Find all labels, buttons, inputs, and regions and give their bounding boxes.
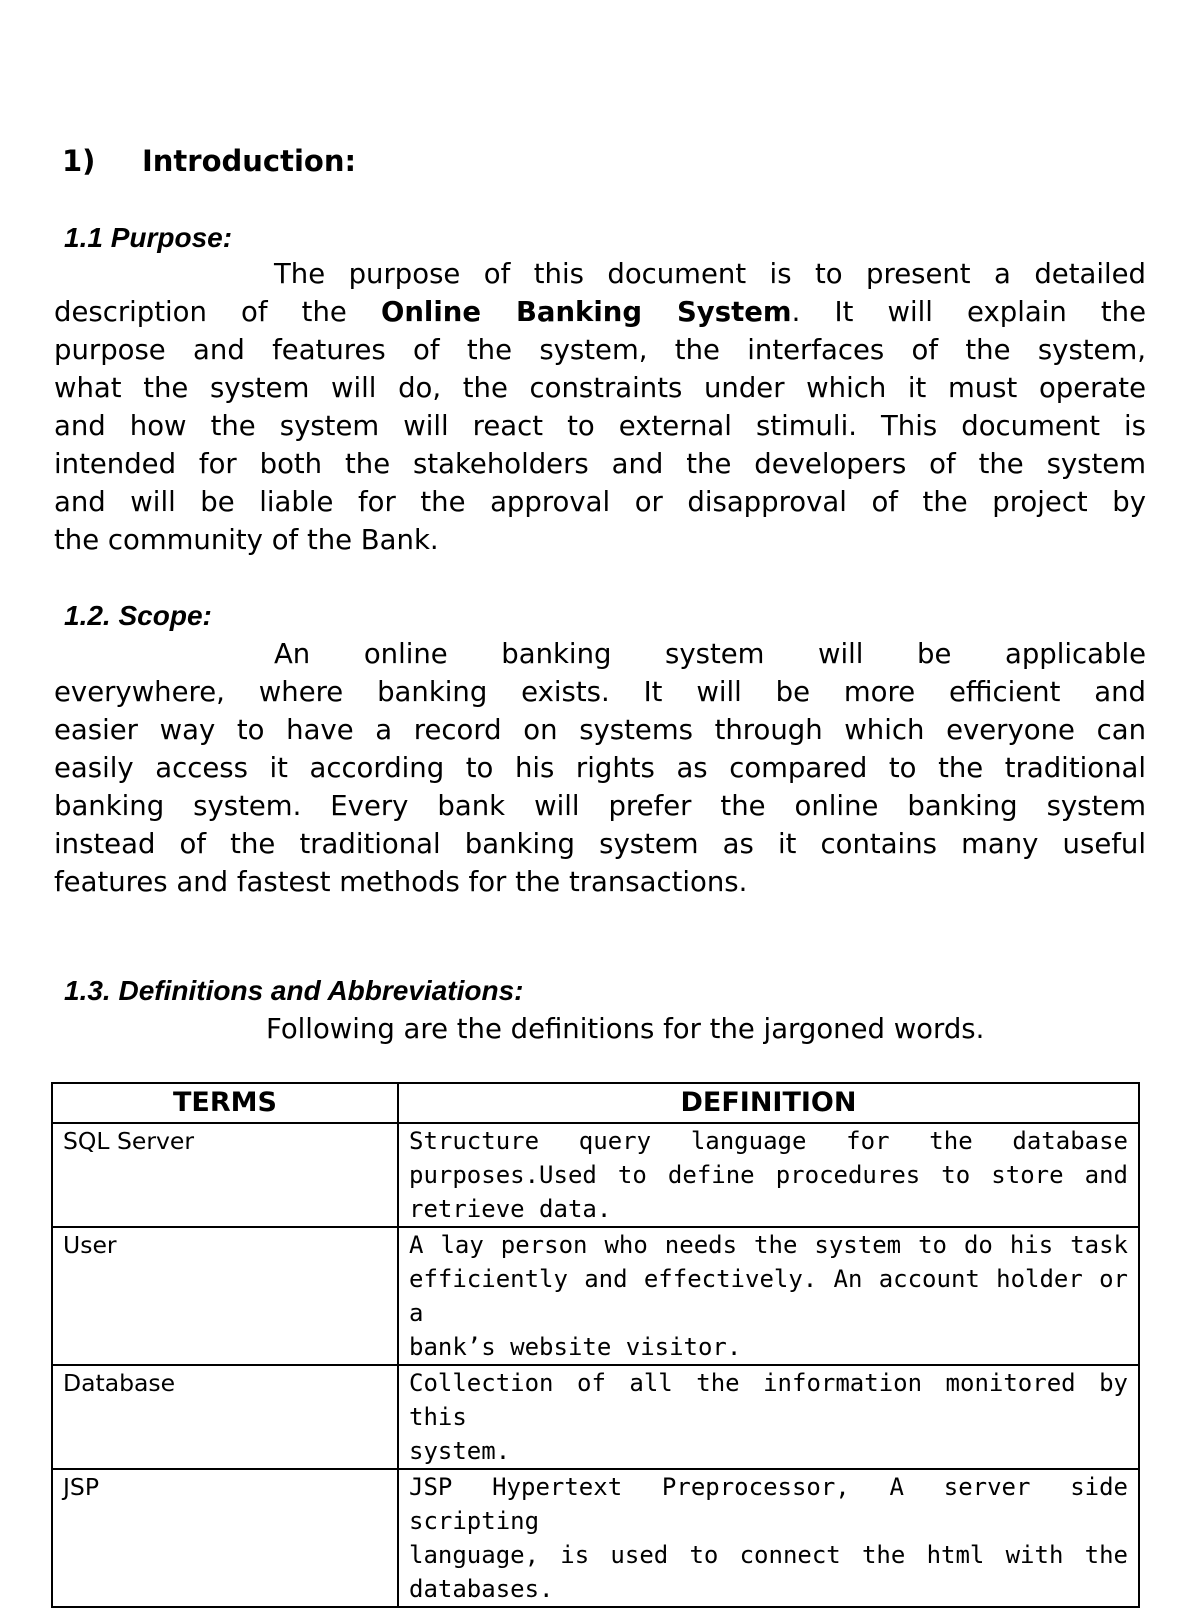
purpose-line-prefix: description of the <box>54 296 347 328</box>
definition-line: bank’s website visitor. <box>409 1333 742 1361</box>
purpose-line <box>54 293 1146 331</box>
table-row <box>52 1365 1139 1469</box>
column-header-definition: DEFINITION <box>398 1083 1139 1123</box>
scope-heading: 1.2. Scope: <box>64 600 212 631</box>
term-cell: Database <box>52 1365 398 1469</box>
term-cell: JSP <box>52 1469 398 1607</box>
definition-line: A lay person who needs the system to do his task <box>409 1231 1128 1259</box>
purpose-line-tail: It will explain the <box>834 296 1147 328</box>
definition-cell <box>398 1227 1139 1365</box>
term-cell: SQL Server <box>52 1123 398 1227</box>
purpose-paragraph <box>54 255 1146 559</box>
definition-line: Collection of all the information monitored by this <box>409 1369 1128 1431</box>
product-name: Online Banking System <box>380 296 792 328</box>
definition-line: efficiently and effectively. An account holder or a <box>409 1265 1128 1327</box>
purpose-line: The purpose of this document is to present a detailed <box>274 258 1146 290</box>
definition-line: purposes.Used to define procedures to store and <box>409 1161 1128 1189</box>
table-row <box>52 1469 1139 1607</box>
definition-line: Structure query language for the database <box>409 1127 1128 1155</box>
purpose-line: purpose and features of the system, the interfaces of the system, <box>54 334 1146 366</box>
section-title: Introduction: <box>142 144 357 178</box>
definitions-heading: 1.3. Definitions and Abbreviations: <box>64 975 524 1006</box>
definitions-table <box>51 1082 1140 1608</box>
table-row <box>52 1123 1139 1227</box>
scope-line: instead of the traditional banking system as it contains many useful <box>54 828 1146 860</box>
definition-cell <box>398 1365 1139 1469</box>
definition-cell <box>398 1123 1139 1227</box>
section-number: 1) <box>62 144 96 178</box>
purpose-line: the community of the Bank. <box>54 524 439 556</box>
table-header-row <box>52 1083 1139 1123</box>
term-cell: User <box>52 1227 398 1365</box>
purpose-line: intended for both the stakeholders and the developers of the system <box>54 448 1146 480</box>
table-row <box>52 1227 1139 1365</box>
definition-line: retrieve data. <box>409 1195 612 1223</box>
definition-line: JSP Hypertext Preprocessor, A server side scripting <box>409 1473 1128 1535</box>
purpose-line: what the system will do, the constraints under which it must operate <box>54 372 1146 404</box>
definition-line: databases. <box>409 1575 554 1603</box>
scope-line: An online banking system will be applicable <box>274 638 1146 670</box>
purpose-line: and will be liable for the approval or disapproval of the project by <box>54 486 1146 518</box>
definition-cell <box>398 1469 1139 1607</box>
scope-line: everywhere, where banking exists. It will be more efficient and <box>54 676 1146 708</box>
purpose-heading: 1.1 Purpose: <box>64 222 233 253</box>
scope-line: banking system. Every bank will prefer the online banking system <box>54 790 1146 822</box>
scope-paragraph <box>54 635 1146 901</box>
purpose-line: and how the system will react to external stimuli. This document is <box>54 410 1146 442</box>
definition-line: system. <box>409 1437 511 1465</box>
scope-line: easily access it according to his rights as compared to the traditional <box>54 752 1146 784</box>
definition-line: language, is used to connect the html with the <box>409 1541 1128 1569</box>
scope-line: easier way to have a record on systems through which everyone can <box>54 714 1146 746</box>
section-heading <box>62 142 356 180</box>
column-header-terms: TERMS <box>52 1083 398 1123</box>
scope-line: features and fastest methods for the transactions. <box>54 866 748 898</box>
definitions-intro: Following are the definitions for the jargoned words. <box>266 1013 985 1045</box>
purpose-line-suffix: . <box>791 296 835 328</box>
